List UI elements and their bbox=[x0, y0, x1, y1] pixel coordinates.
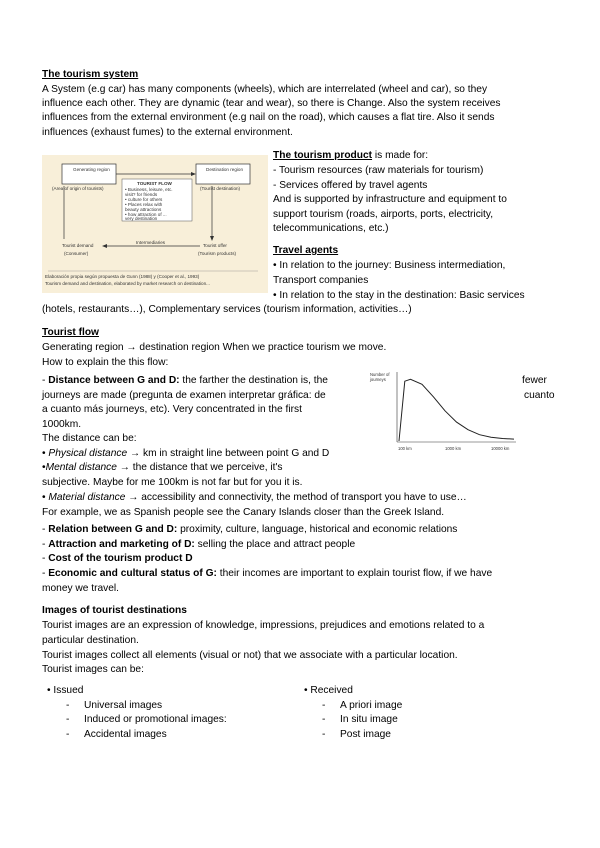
chart-x-tick: 10000 km bbox=[491, 446, 510, 451]
attraction-rest: selling the place and attract people bbox=[194, 539, 356, 550]
flow-note: • how attraction of ... bbox=[125, 212, 167, 217]
tourist-flow-heading: Tourist flow bbox=[42, 327, 99, 338]
issued-dash: - bbox=[66, 700, 70, 711]
issued-item: Induced or promotional images: bbox=[84, 714, 227, 725]
physical-distance-line: • Physical distance → km in straight line between point G and D bbox=[42, 448, 330, 459]
received-dash: - bbox=[322, 714, 326, 725]
travel-agents-line-3: • In relation to the stay in the destination: Basic services bbox=[273, 290, 525, 301]
distance-line-5: The distance can be: bbox=[42, 433, 137, 444]
flow-note: very destination bbox=[125, 216, 158, 221]
distance-label: Distance between G and D: bbox=[48, 375, 180, 386]
distance-fewer: fewer bbox=[522, 375, 547, 386]
cost-line: - Cost of the tourism product D bbox=[42, 553, 193, 564]
chart-y-label: Number of journeys bbox=[370, 372, 390, 382]
travel-agents-line-4: (hotels, restaurants…), Complementary services (tourism information, activities…) bbox=[42, 304, 412, 315]
mental-distance-rest: → the distance that we perceive, it's bbox=[116, 462, 283, 473]
distance-line-3: a cuanto más journeys, etc). Very concentrated in the first bbox=[42, 404, 302, 415]
physical-distance-label: Physical distance bbox=[48, 448, 128, 459]
destination-region-label: Destination region bbox=[206, 167, 244, 172]
distance-example: For example, we as Spanish people see the Canary Islands closer than the Greek Island. bbox=[42, 507, 445, 518]
material-distance-label: Material distance bbox=[48, 492, 126, 503]
tourism-product-line-1: - Tourism resources (raw materials for tourism) bbox=[273, 165, 484, 176]
images-heading: Images of tourist destinations bbox=[42, 605, 187, 616]
tourist-demand-sub: (Consumer) bbox=[64, 251, 89, 256]
received-item: In situ image bbox=[340, 714, 398, 725]
physical-distance-rest: → km in straight line between point G and D bbox=[127, 448, 330, 459]
tourist-flow-box-title: TOURIST FLOW bbox=[137, 181, 172, 186]
cost-label: Cost of the tourism product D bbox=[48, 553, 193, 564]
tourism-product-line-3: And is supported by infrastructure and equipment to bbox=[273, 194, 507, 205]
travel-agents-line-1: • In relation to the journey: Business intermediation, bbox=[273, 260, 506, 271]
received-item: A priori image bbox=[340, 700, 403, 711]
issued-dash: - bbox=[66, 729, 70, 740]
intermediaries-label: Intermediaries bbox=[136, 240, 166, 245]
tourism-product-line-2: - Services offered by travel agents bbox=[273, 180, 428, 191]
flow-note: visit? for friends bbox=[125, 192, 158, 197]
tourism-product-intro-suffix: is made for: bbox=[372, 150, 429, 161]
travel-agents-heading: Travel agents bbox=[273, 245, 339, 256]
tourism-product-intro bbox=[273, 148, 428, 163]
flow-note: beauty attractions bbox=[125, 207, 162, 212]
received-dash: - bbox=[322, 700, 326, 711]
tourism-system-heading: The tourism system bbox=[42, 69, 139, 80]
tourism-system-line-1: A System (e.g car) has many components (wheels), which are interrelated (wheel and car), so they bbox=[42, 84, 488, 95]
received-dash: - bbox=[322, 729, 326, 740]
tourism-product-line-5: telecommunications, etc.) bbox=[273, 223, 389, 234]
generating-region-label: Generating region bbox=[73, 167, 110, 172]
economic-rest: their incomes are important to explain tourist flow, if we have bbox=[216, 568, 493, 579]
distance-journeys-chart bbox=[368, 368, 520, 458]
mental-distance-label: Mental distance bbox=[45, 462, 117, 473]
tourism-system-diagram bbox=[42, 155, 268, 293]
images-line-4: Tourist images can be: bbox=[42, 664, 144, 675]
economic-line-2: money we travel. bbox=[42, 583, 120, 594]
diagram-footnote-1: Elaboración propia según propuesta de Gunn (1988) y (Cooper et al., 1993) bbox=[45, 274, 200, 279]
chart-x-tick: 100 km bbox=[398, 446, 412, 451]
tourist-flow-line-1: Generating region → destination region When we practice tourism we move. bbox=[42, 342, 387, 353]
economic-line: - Economic and cultural status of G: their incomes are important to explain tourist flow, if we have bbox=[42, 568, 493, 579]
economic-label: Economic and cultural status of G: bbox=[48, 568, 217, 579]
tourism-system-line-2: influence each other. They are dynamic (tear and wear), so there is Change. Also the system receives bbox=[42, 98, 501, 109]
images-line-3: Tourist images collect all elements (visual or not) that we associate with a particular location. bbox=[42, 650, 458, 661]
relation-line: - Relation between G and D: proximity, culture, language, historical and economic relations bbox=[42, 524, 458, 535]
flow-note: • Business, leisure, etc. bbox=[125, 187, 173, 192]
mental-distance-line: •Mental distance → the distance that we perceive, it's bbox=[42, 462, 283, 473]
images-line-2: particular destination. bbox=[42, 635, 139, 646]
material-distance-rest: → accessibility and connectivity, the method of transport you have to use… bbox=[125, 492, 467, 503]
distance-line-4: 1000km. bbox=[42, 419, 82, 430]
chart-x-tick: 1000 km bbox=[445, 446, 462, 451]
tourist-flow-line-2: How to explain the this flow: bbox=[42, 357, 169, 368]
tourist-offer-sub: (Tourism products) bbox=[198, 251, 237, 256]
tourism-system-line-3: influences from the external environment (e.g nail on the road), which causes a flat tire. Also it sends bbox=[42, 112, 495, 123]
distance-rest: the farther the destination is, the bbox=[179, 375, 328, 386]
diagram-footnote-2: Tourism demand and destination, elaborated by market research on destination... bbox=[45, 281, 210, 286]
flow-note: • culture for others bbox=[125, 197, 163, 202]
images-line-1: Tourist images are an expression of knowledge, impressions, prejudices and emotions related to a bbox=[42, 620, 485, 631]
journeys-series-line bbox=[399, 379, 514, 441]
relation-label: Relation between G and D: bbox=[48, 524, 178, 535]
generating-region-sub: (Area of origin of tourists) bbox=[52, 186, 104, 191]
distance-line-1: - Distance between G and D: the farther the destination is, the bbox=[42, 375, 328, 386]
relation-rest: proximity, culture, language, historical and economic relations bbox=[177, 524, 458, 535]
tourism-product-heading: The tourism product bbox=[273, 150, 373, 161]
travel-agents-line-2: Transport companies bbox=[273, 275, 369, 286]
tourist-offer-label: Tourist offer bbox=[203, 243, 227, 248]
distance-line-2: journeys are made (pregunta de examen interpretar gráfica: de bbox=[42, 390, 326, 401]
tourism-system-line-4: influences (exhaust fumes) to the external environment. bbox=[42, 127, 293, 138]
received-item: Post image bbox=[340, 729, 391, 740]
issued-title: • Issued bbox=[47, 685, 84, 696]
flow-note: • Places relax with bbox=[125, 202, 163, 207]
diagram-svg bbox=[42, 155, 268, 293]
received-title: • Received bbox=[304, 685, 353, 696]
destination-region-sub: (Tourist destination) bbox=[200, 186, 241, 191]
mental-distance-line-2: subjective. Maybe for me 100km is not far but for you it is. bbox=[42, 477, 303, 488]
material-distance-line: • Material distance → accessibility and connectivity, the method of transport you have to use… bbox=[42, 492, 467, 503]
issued-item: Universal images bbox=[84, 700, 163, 711]
distance-cuanto: cuanto bbox=[524, 390, 555, 401]
attraction-line: - Attraction and marketing of D: selling the place and attract people bbox=[42, 539, 356, 550]
tourism-product-line-4: support tourism (roads, airports, ports, electricity, bbox=[273, 209, 494, 220]
issued-dash: - bbox=[66, 714, 70, 725]
tourist-demand-label: Tourist demand bbox=[62, 243, 94, 248]
issued-item: Accidental images bbox=[84, 729, 167, 740]
attraction-label: Attraction and marketing of D: bbox=[48, 539, 195, 550]
